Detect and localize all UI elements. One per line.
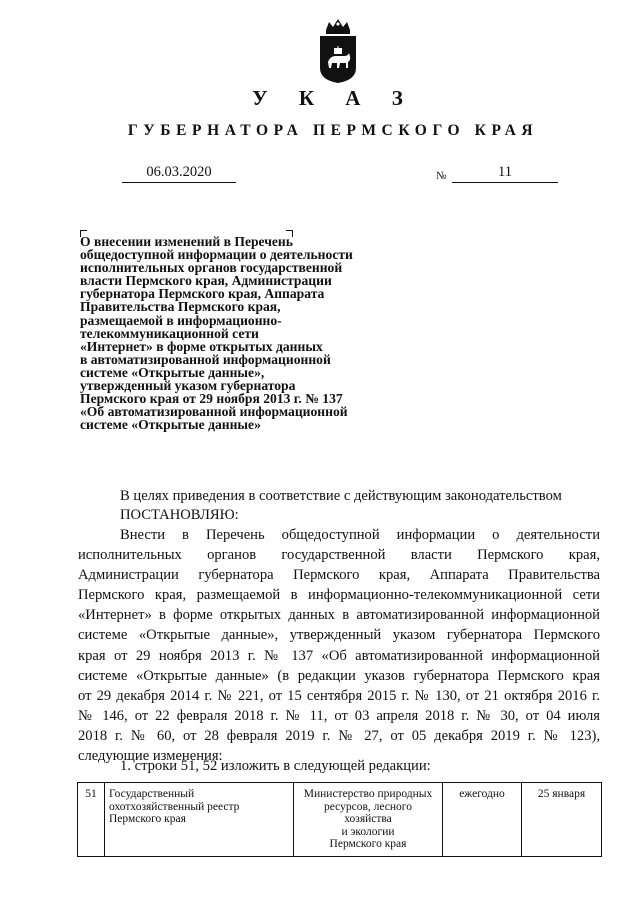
cell-line: Пермского края [109, 813, 186, 826]
cell-line: и экологии [341, 825, 395, 838]
cell-line: ресурсов, лесного [324, 800, 412, 813]
subject-line: в автоматизированной информационной [80, 351, 331, 367]
subject-line: телекоммуникационной сети [80, 325, 259, 341]
resolution-word: ПОСТАНОВЛЯЮ: [120, 507, 239, 523]
paragraph-line: Пермского края, размещаемой в информационно-телекоммуникационной сети [78, 587, 600, 604]
cell-line: хозяйства [344, 813, 392, 826]
deadline-cell: 25 января [522, 783, 602, 857]
document-number: 11 [452, 164, 558, 183]
table-row [78, 783, 602, 857]
row-number-cell: 51 [78, 783, 105, 857]
subject-line: системе «Открытые данные», [80, 364, 265, 380]
issuer-title: ГУБЕРНАТОРА ПЕРМСКОГО КРАЯ [127, 122, 539, 139]
paragraph-line: системе «Открытые данные», утвержденный указом губернатора Пермского [78, 627, 600, 644]
main-paragraph [78, 525, 600, 766]
cell-line: Министерство природных [303, 788, 433, 800]
amendment-table [77, 782, 602, 857]
preamble [78, 486, 600, 525]
subject-line: общедоступной информации о деятельности [80, 247, 353, 263]
paragraph-line: от 29 декабря 2014 г. № 221, от 15 сентября 2015 г. № 130, от 21 октября 2016 г. [78, 687, 600, 704]
subject-line: системе «Открытые данные» [80, 417, 261, 433]
cell-line: Государственный [109, 788, 195, 800]
subject-line: размещаемой в информационно- [80, 312, 282, 328]
paragraph-line: исполнительных органов государственной власти Пермского края, [78, 547, 600, 564]
paragraph-line: края от 29 ноября 2013 г. № 137 «Об автоматизированной информационной [78, 647, 600, 664]
cell-line: Пермского края [329, 838, 407, 851]
subject-heading [80, 235, 400, 431]
subject-line: власти Пермского края, Администрации [80, 273, 332, 289]
dataset-name-cell [105, 783, 294, 857]
list-item-1: 1. строки 51, 52 изложить в следующей редакции: [120, 758, 431, 774]
document-date: 06.03.2020 [122, 164, 236, 183]
subject-line: утвержденный указом губернатора [80, 378, 296, 394]
coat-of-arms-icon [316, 16, 360, 84]
paragraph-line: № 146, от 22 февраля 2018 г. № 11, от 03 апреля 2018 г. № 30, от 04 июля [78, 707, 600, 724]
paragraph-line: системе «Открытые данные» (в редакции указов губернатора Пермского края [78, 667, 600, 684]
subject-line: губернатора Пермского края, Аппарата [80, 286, 325, 302]
paragraph-line: 2018 г. № 60, от 28 февраля 2019 г. № 27, от 05 декабря 2019 г. № 123), [78, 727, 600, 744]
paragraph-line: следующие изменения: [78, 748, 223, 765]
subject-line: исполнительных органов государственной [80, 260, 343, 276]
subject-line: О внесении изменений в Перечень [80, 234, 293, 249]
document-type-title: У К А З [252, 86, 416, 110]
responsible-body-cell [294, 783, 443, 857]
number-label: № [436, 170, 447, 182]
subject-line: «Об автоматизированной информационной [80, 404, 348, 420]
subject-line: «Интернет» в форме открытых данных [80, 338, 323, 354]
paragraph-line: Внести в Перечень общедоступной информации о деятельности [120, 527, 600, 543]
preamble-text: В целях приведения в соответствие с действующим законодательством [120, 488, 562, 504]
cell-line: охотхозяйственный реестр [109, 800, 240, 813]
paragraph-line: «Интернет» в форме открытых данных в автоматизированной информационной [78, 607, 600, 624]
paragraph-line: Администрации губернатора Пермского края, Аппарата Правительства [78, 567, 600, 584]
periodicity-cell: ежегодно [443, 783, 522, 857]
subject-line: Пермского края от 29 ноября 2013 г. № 137 [80, 391, 343, 407]
subject-line: Правительства Пермского края, [80, 299, 281, 315]
